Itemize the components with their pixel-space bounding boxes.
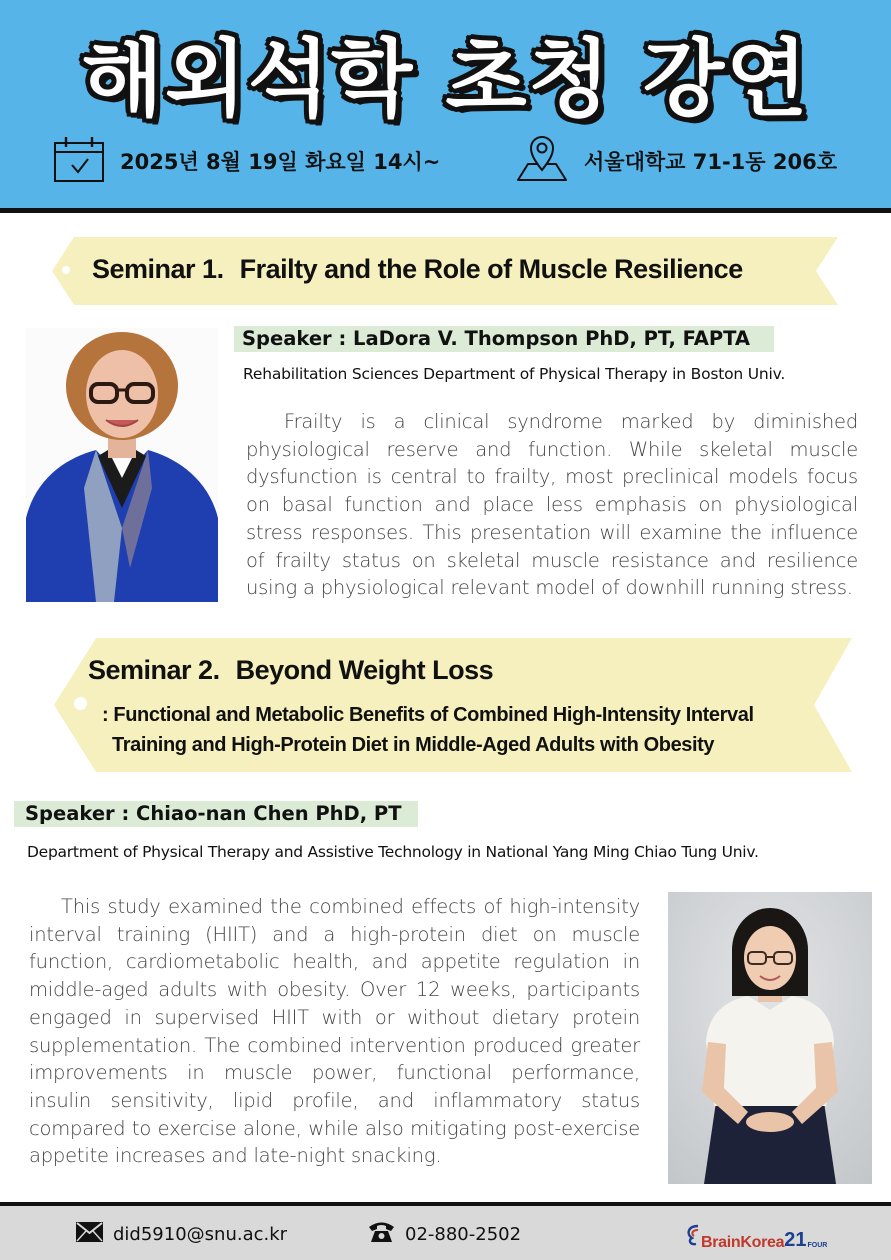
speaker2-photo (668, 892, 872, 1184)
seminar2-title: Beyond Weight Loss (235, 655, 494, 685)
contact-email-text[interactable]: did5910@snu.ac.kr (113, 1223, 288, 1245)
brainkorea21-logo (684, 1216, 827, 1252)
header-divider (0, 208, 891, 213)
seminar1-department: Rehabilitation Sciences Department of Physical Therapy in Boston Univ. (243, 365, 786, 383)
page-title: 해외석학 초청 강연 (81, 30, 810, 128)
event-date (52, 136, 440, 186)
telephone-icon (368, 1221, 395, 1248)
logo-suffix: FOUR (807, 1242, 828, 1249)
seminar1-number: Seminar 1. (92, 254, 224, 284)
seminar1-heading (92, 254, 743, 285)
event-location-text: 서울대학교 71-1동 206호 (584, 150, 838, 174)
event-location (514, 136, 837, 186)
contact-email (76, 1220, 287, 1248)
envelope-icon (76, 1222, 103, 1247)
seminar2-abstract: This study examined the combined effects of high-intensity interval training (HIIT) and a high-protein diet on muscle function, cardiometabolic health, and appetite regulation in middle-aged adults with obesity. Over 12 weeks, participants engaged in supervised HIIT with or without dietary protein supplementation. The combined intervention produced greater improvements in muscle power, functional performance, insulin sensitivity, lipid profile, and inflammatory status compared to exercise alone, while also mitigating post-exercise appetite increases and late-night snacking. (29, 895, 640, 1168)
seminar2-subtitle-line1: : Functional and Metabolic Benefits of Combined High-Intensity Interval (102, 704, 754, 726)
seminar2-number: Seminar 2. (88, 655, 220, 685)
seminar2-speaker: Speaker : Chiao-nan Chen PhD, PT (14, 801, 418, 827)
seminar2-subtitle-line2: Training and High-Protein Diet in Middle-Aged Adults with Obesity (112, 734, 715, 756)
contact-phone-text[interactable]: 02-880-2502 (405, 1223, 522, 1245)
contact-phone (368, 1220, 521, 1248)
seminar2-subtitle (102, 700, 754, 760)
logo-text: BrainKorea (701, 1234, 785, 1251)
calendar-check-icon (52, 135, 106, 187)
brain-logo-icon (684, 1222, 700, 1250)
event-date-text: 2025년 8월 19일 화요일 14시~ (120, 150, 441, 174)
speaker1-photo (26, 328, 218, 602)
seminar2-department: Department of Physical Therapy and Assistive Technology in National Yang Ming Chiao Tung Univ. (27, 843, 759, 861)
seminar1-title: Frailty and the Role of Muscle Resilience (239, 254, 743, 284)
logo-number: 21 (784, 1229, 807, 1251)
map-pin-icon (514, 134, 570, 188)
seminar1-abstract: Frailty is a clinical syndrome marked by diminished physiological reserve and function. While skeletal muscle dysfunction is central to frailty, most preclinical models focus on basal function and place less emphasis on physiological stress responses. This presentation will examine the influence of frailty status on skeletal muscle resistance and resilience using a physiological relevant model of downhill running stress. (246, 410, 858, 600)
seminar1-speaker: Speaker : LaDora V. Thompson PhD, PT, FAPTA (234, 326, 774, 352)
seminar2-heading (88, 655, 493, 686)
